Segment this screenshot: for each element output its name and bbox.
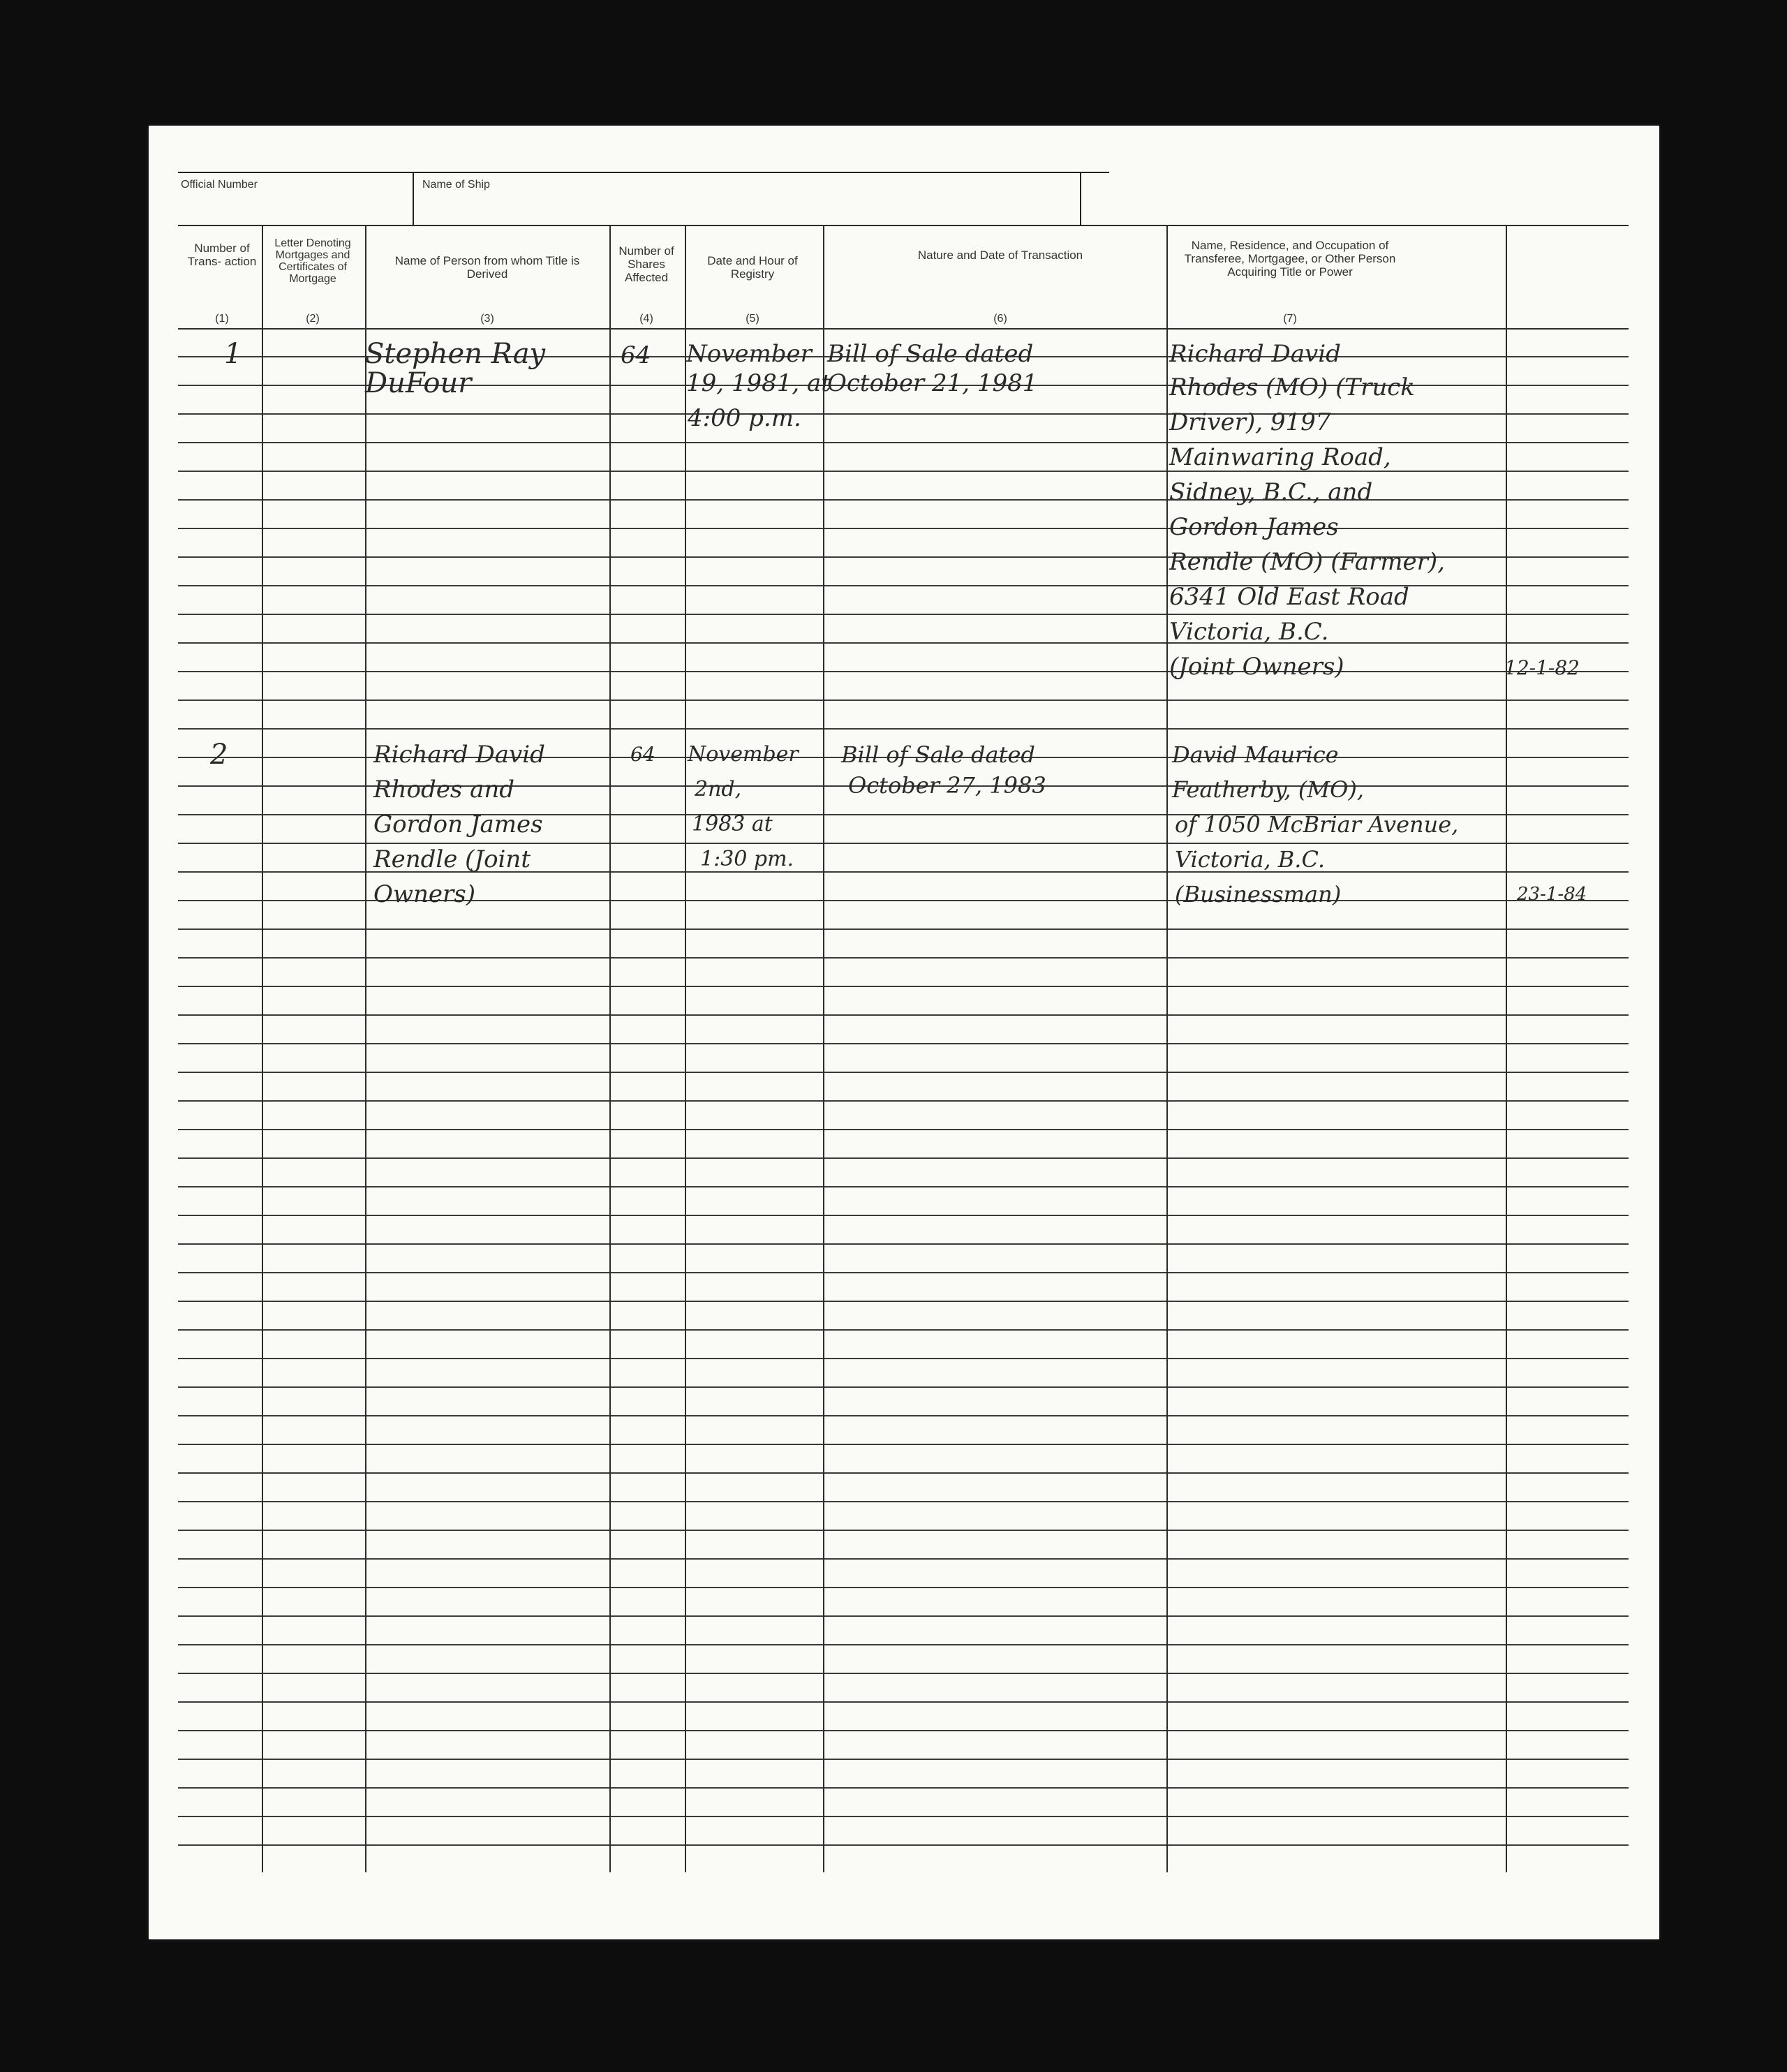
ledger-line <box>178 1816 1629 1817</box>
entry-2-transferee-line: Victoria, B.C. <box>1175 846 1325 873</box>
entry-2-nature-line: October 27, 1983 <box>848 772 1046 799</box>
ledger-line <box>178 1444 1629 1445</box>
entry-1-registry-line: November <box>686 340 812 368</box>
entry-2-transferee-line: of 1050 McBriar Avenue, <box>1175 811 1459 838</box>
ledger-line <box>178 1701 1629 1703</box>
ledger-line <box>178 1759 1629 1760</box>
entry-2-shares: 64 <box>630 743 655 766</box>
column-divider <box>1506 225 1507 1872</box>
col7-heading: Name, Residence, and Occupation of Transferee, Mortgagee, or Other Person Acquiring Title or Power <box>1184 239 1396 279</box>
entry-1-transferee-line: (Joint Owners) <box>1169 653 1344 681</box>
ship-name-label: Name of Ship <box>422 179 490 191</box>
entry-2-registry-line: 2nd, <box>695 777 742 801</box>
ledger-line <box>178 1157 1629 1159</box>
entry-2-from-line: Rhodes and <box>373 776 515 804</box>
entry-1-nature-line: October 21, 1981 <box>827 369 1038 397</box>
entry-1-nature-line: Bill of Sale dated <box>827 340 1034 368</box>
ledger-line <box>178 986 1629 987</box>
ledger-line <box>178 442 1629 443</box>
ledger-line <box>178 585 1629 586</box>
col6-heading: Nature and Date of Transaction <box>917 249 1083 262</box>
official-number-label: Official Number <box>181 179 258 191</box>
header-right-edge <box>1080 172 1081 225</box>
col4-number: (4) <box>639 313 653 325</box>
ledger-line <box>178 700 1629 701</box>
col2-number: (2) <box>306 313 320 325</box>
entry-2-number: 2 <box>210 739 228 771</box>
ledger-line <box>178 1043 1629 1044</box>
ledger-line <box>178 1329 1629 1331</box>
column-divider <box>609 225 611 1872</box>
ledger-line <box>178 1472 1629 1474</box>
ledger-line <box>178 1530 1629 1531</box>
ledger-line <box>178 1615 1629 1617</box>
entry-2-note: 23-1-84 <box>1517 884 1587 905</box>
ledger-line <box>178 1072 1629 1073</box>
entry-2-from-line: Owners) <box>373 880 475 908</box>
col3-heading: Name of Person from whom Title is Derived <box>394 254 580 281</box>
ledger-line <box>178 957 1629 959</box>
ledger-line <box>178 1501 1629 1502</box>
ledger-line <box>178 1100 1629 1102</box>
column-divider <box>1166 225 1168 1872</box>
entry-2-registry-line: 1:30 pm. <box>700 847 794 871</box>
ledger-line <box>178 499 1629 501</box>
entry-1-transferee-line: Sidney, B.C., and <box>1169 478 1373 506</box>
header-divider <box>413 172 414 225</box>
ledger-line <box>178 1014 1629 1016</box>
column-heading-rule <box>178 328 1629 330</box>
ledger-line <box>178 413 1629 415</box>
ledger-line <box>178 928 1629 930</box>
header-top-rule <box>178 172 1109 173</box>
ledger-line <box>178 1787 1629 1789</box>
ledger-line <box>178 1587 1629 1588</box>
entry-2-from-line: Gordon James <box>373 811 543 838</box>
ledger-line <box>178 1186 1629 1187</box>
ledger-line <box>178 1215 1629 1216</box>
ledger-line <box>178 1844 1629 1846</box>
entry-2-transferee-line: (Businessman) <box>1175 881 1342 908</box>
col5-heading: Date and Hour of Registry <box>707 254 798 281</box>
entry-2-registry-line: 1983 at <box>692 812 773 836</box>
entry-1-transferee-line: Gordon James <box>1169 513 1339 541</box>
col5-number: (5) <box>746 313 759 325</box>
ledger-line <box>178 1673 1629 1674</box>
ledger-line <box>178 1129 1629 1130</box>
col1-heading: Number of Trans- action <box>187 242 257 268</box>
ledger-line <box>178 1243 1629 1245</box>
header-bottom-rule <box>178 225 1629 226</box>
ledger-line <box>178 642 1629 644</box>
col2-heading: Letter Denoting Mortgages and Certificates of Mortgage <box>274 237 351 285</box>
ledger-line <box>178 1558 1629 1560</box>
ledger-line <box>178 1415 1629 1416</box>
ledger-line <box>178 614 1629 615</box>
entry-1-shares: 64 <box>621 341 651 369</box>
entry-2-from-line: Rendle (Joint <box>373 845 531 873</box>
entry-1-transferee-line: Richard David <box>1169 340 1341 368</box>
entry-1-from-line: Stephen Ray <box>365 338 546 370</box>
ledger-line <box>178 671 1629 672</box>
col4-heading: Number of Shares Affected <box>618 244 674 284</box>
entry-1-number: 1 <box>224 338 242 370</box>
entry-1-from-line: DuFour <box>365 367 472 399</box>
entry-1-transferee-line: Mainwaring Road, <box>1169 443 1391 471</box>
entry-1-transferee-line: Driver), 9197 <box>1169 408 1331 436</box>
ledger-line <box>178 1358 1629 1359</box>
col1-number: (1) <box>215 313 229 325</box>
entry-1-transferee-line: Victoria, B.C. <box>1169 618 1329 646</box>
col3-number: (3) <box>480 313 494 325</box>
entry-2-transferee-line: David Maurice <box>1172 741 1339 768</box>
ledger-line <box>178 1644 1629 1645</box>
column-divider <box>262 225 263 1872</box>
entry-2-registry-line: November <box>688 742 799 767</box>
column-divider <box>823 225 824 1872</box>
entry-1-transferee-line: Rendle (MO) (Farmer), <box>1169 548 1445 576</box>
entry-1-note: 12-1-82 <box>1504 656 1580 679</box>
entry-2-transferee-line: Featherby, (MO), <box>1172 776 1364 803</box>
column-divider <box>685 225 686 1872</box>
ledger-line <box>178 471 1629 472</box>
column-divider <box>365 225 366 1872</box>
entry-2-nature-line: Bill of Sale dated <box>841 741 1035 768</box>
ledger-line <box>178 728 1629 730</box>
register-page <box>149 126 1659 1939</box>
entry-1-transferee-line: 6341 Old East Road <box>1169 583 1409 611</box>
ledger-line <box>178 1386 1629 1388</box>
ledger-line <box>178 1301 1629 1302</box>
ledger-line <box>178 1730 1629 1731</box>
entry-1-registry-line: 4:00 p.m. <box>688 404 801 432</box>
entry-1-transferee-line: Rhodes (MO) (Truck <box>1169 373 1415 401</box>
col7-number: (7) <box>1283 313 1297 325</box>
ledger-line <box>178 1272 1629 1273</box>
entry-1-registry-line: 19, 1981, at <box>686 369 831 397</box>
ledger-line <box>178 528 1629 529</box>
entry-2-from-line: Richard David <box>373 741 545 769</box>
col6-number: (6) <box>993 313 1007 325</box>
